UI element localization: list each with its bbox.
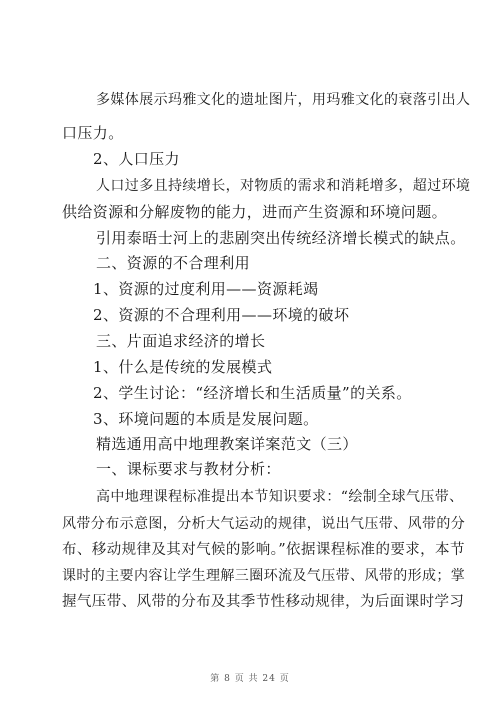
section-heading: 二、资源的不合理利用	[96, 254, 251, 272]
list-item: 2、学生讨论：“经济增长和生活质量”的关系。	[93, 384, 412, 402]
paragraph-line: 风带分布示意图，分析大气运动的规律，说出气压带、风带的分	[62, 516, 466, 532]
section-heading: 2、人口压力	[93, 150, 180, 168]
paragraph-line: 引用泰晤士河上的悲剧突出传统经济增长模式的缺点。	[96, 229, 466, 247]
paragraph-line: 口压力。	[62, 124, 124, 142]
section-heading: 一、课标要求与教材分析：	[96, 460, 281, 478]
list-item: 3、环境问题的本质是发展问题。	[93, 410, 319, 428]
list-item: 1、资源的过度利用——资源耗竭	[93, 280, 319, 298]
paragraph-line: 布、移动规律及其对气候的影响。”依据课程标准的要求，本节	[62, 542, 465, 558]
paragraph-line: 多媒体展示玛雅文化的遗址图片，用玛雅文化的衰落引出人	[96, 92, 471, 108]
page-number-footer: 第 8 页 共 24 页	[210, 674, 290, 684]
paragraph-line: 高中地理课程标准提出本节知识要求：“绘制全球气压带、	[96, 489, 464, 505]
section-heading: 三、片面追求经济的增长	[96, 332, 266, 350]
paragraph-line: 人口过多且持续增长，对物质的需求和消耗增多，超过环境	[96, 178, 471, 194]
document-title: 精选通用高中地理教案详案范文（三）	[96, 435, 358, 453]
paragraph-line: 握气压带、风带的分布及其季节性移动规律，为后面课时学习	[62, 594, 465, 610]
list-item: 2、资源的不合理利用——环境的破坏	[93, 306, 350, 324]
paragraph-line: 供给资源和分解废物的能力，进而产生资源和环境问题。	[62, 203, 448, 221]
paragraph-line: 课时的主要内容让学生理解三圈环流及气压带、风带的形成；掌	[62, 568, 466, 584]
list-item: 1、什么是传统的发展模式	[93, 358, 273, 376]
